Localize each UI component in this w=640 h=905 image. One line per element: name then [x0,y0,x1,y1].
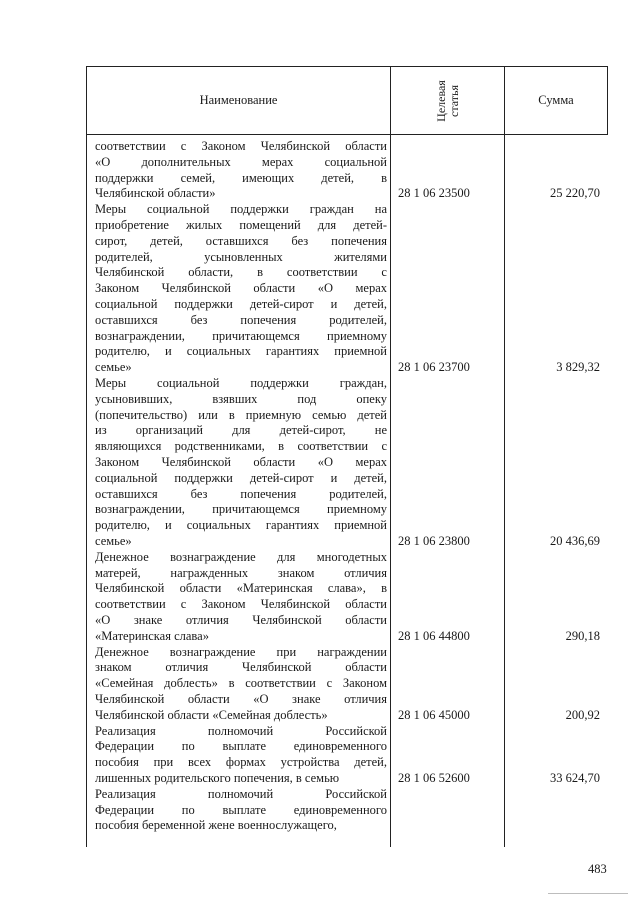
row-name-line: Законом Челябинской области «О мерах [95,454,387,469]
footer-rule [548,893,628,894]
row-name-line: матерей, награжденных знаком отличия [95,565,387,580]
row-name-line: Челябинской области «Материнская слава», в [95,581,387,596]
row-name-line: из организаций для детей-сирот, не [95,423,387,438]
row-name-line: усыновивших, взявших под опеку [95,391,387,406]
row-name [95,139,387,202]
row-name-line: поддержки семей, имеющих детей, в [95,170,387,185]
row-name-line: «О дополнительных мерах социальной [95,154,387,169]
row-name-line: Федерации по выплате единовременного [95,739,387,754]
row-name-line: приобретение жилых помещений для детей- [95,217,387,232]
table-row [86,550,608,645]
row-name [95,376,387,550]
row-name-line: семье» [95,360,132,375]
row-name-line: родителей, усыновленных жителями [95,249,387,264]
row-name-line: лишенных родительского попечения, в семью [95,770,340,785]
row-sum: 3 829,32 [556,360,600,375]
row-name-line: семье» [95,533,132,548]
table-row [86,376,608,550]
header-name-cell [87,67,390,134]
row-name-line: Меры социальной поддержки граждан, [95,376,387,390]
row-name-line: Челябинской области» [95,186,216,201]
header-sum-label: Сумма [538,93,574,107]
row-name-line: (попечительство) или в приемную семью детей [95,407,387,422]
row-name-line: соответствии с Законом Челябинской области [95,139,387,153]
row-name-line: пособия беременной жене военнослужащего, [95,818,337,833]
row-name-line: «Материнская слава» [95,628,209,643]
row-code: 28 1 06 23800 [398,534,470,548]
budget-table [86,66,608,847]
row-name-line: Федерации по выплате единовременного [95,802,387,817]
row-name-line: Денежное вознаграждение при награждении [95,644,387,659]
row-name [95,550,387,645]
table-row [86,139,608,202]
row-sum: 20 436,69 [550,534,600,548]
row-name [95,787,387,834]
row-name-line: Реализация полномочий Российской [95,723,387,738]
row-name-line: Челябинской области, в соответствии с [95,265,387,280]
row-name-line: оставшихся без попечения родителей, [95,486,387,501]
row-name-line: пособия при всех формах устройства детей, [95,755,387,770]
row-name-line: вознаграждении, причитающемся приемному [95,328,387,343]
row-name-line: Денежное вознаграждение для многодетных [95,549,387,564]
row-name-line: Челябинской области «О знаке отличия [95,691,387,706]
table-border-right [607,66,608,135]
table-row [86,645,608,724]
row-sum: 200,92 [565,707,600,722]
row-name [95,724,387,787]
header-code-cell [391,67,504,134]
row-sum: 25 220,70 [550,186,600,201]
row-name-line: являющихся родственниками, в соответствии с [95,439,387,454]
row-name-line: социальной поддержки детей-сирот и детей, [95,470,387,485]
row-name-line: родителю, и социальных гарантиях приемной [95,344,387,359]
row-code: 28 1 06 23700 [398,360,470,375]
row-name-line: Челябинской области «Семейная доблесть» [95,707,328,722]
row-sum: 33 624,70 [550,770,600,785]
table-row [86,202,608,376]
row-name-line: «Семейная доблесть» в соответствии с Законом [95,676,387,691]
row-name-line: Законом Челябинской области «О мерах [95,281,387,296]
row-name [95,202,387,376]
row-name [95,645,387,724]
page-number: 483 [588,862,607,876]
row-sum: 290,18 [565,628,600,643]
row-code: 28 1 06 52600 [398,770,470,785]
row-name-line: «О знаке отличия Челябинской области [95,612,387,627]
row-name-line: сирот, детей, оставшихся без попечения [95,233,387,248]
row-code: 28 1 06 23500 [398,186,470,201]
row-name-line: Меры социальной поддержки граждан на [95,202,387,217]
row-code: 28 1 06 44800 [398,628,470,643]
row-name-line: Реализация полномочий Российской [95,786,387,801]
header-sum-cell [505,67,607,134]
header-name-label: Наименование [199,93,278,107]
row-name-line: вознаграждении, причитающемся приемному [95,502,387,517]
row-name-line: родителю, и социальных гарантиях приемной [95,518,387,533]
row-name-line: социальной поддержки детей-сирот и детей, [95,296,387,311]
table-row [86,724,608,787]
table-body [86,135,608,847]
row-name-line: соответствии с Законом Челябинской области [95,597,387,612]
row-code: 28 1 06 45000 [398,707,470,722]
header-code-label: Целевая статья [433,79,461,122]
row-name-line: оставшихся без попечения родителей, [95,312,387,327]
row-name-line: знаком отличия Челябинской области [95,660,387,675]
table-row [86,787,608,834]
